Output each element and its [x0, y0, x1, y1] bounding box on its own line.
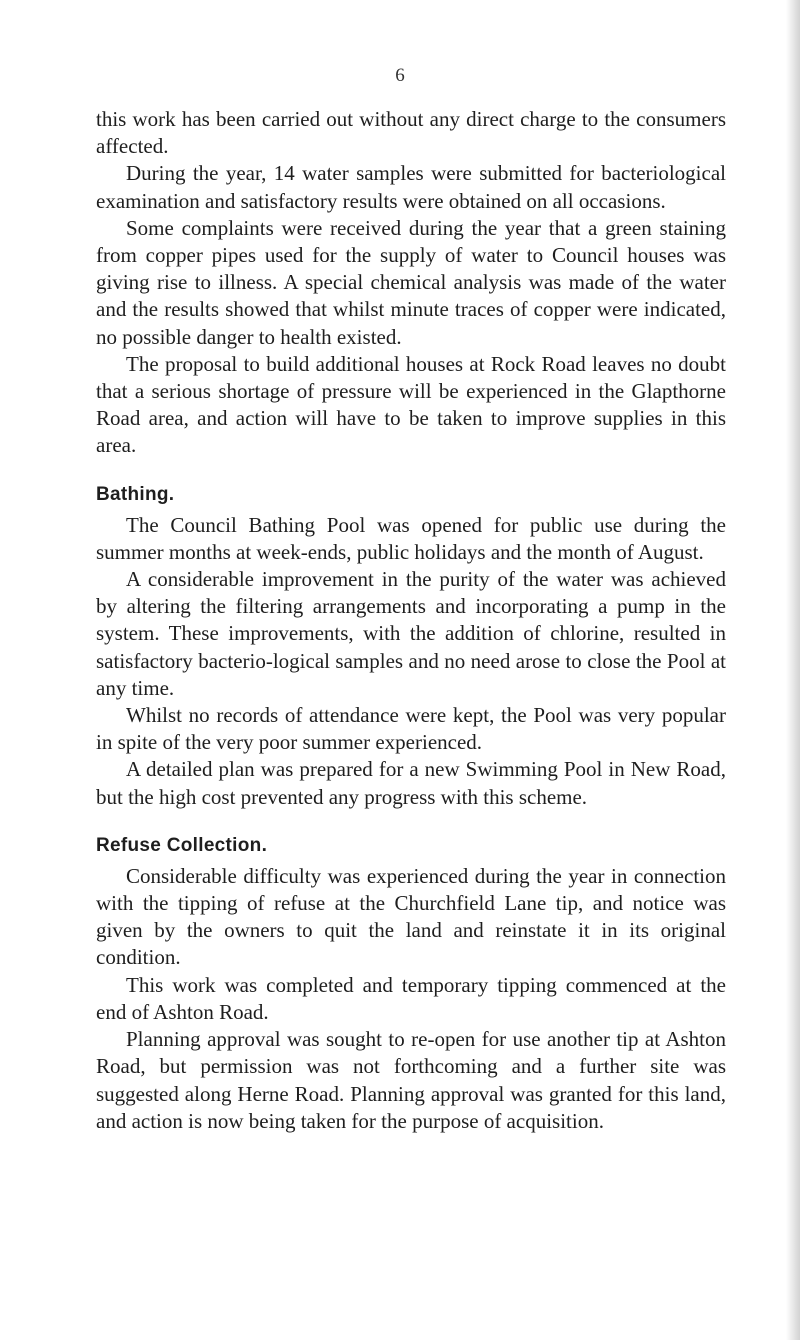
paragraph: The Council Bathing Pool was opened for public use during the summer months at week-ends, public holidays and the month of August. [96, 512, 726, 564]
paragraph: Planning approval was sought to re-open for use another tip at Ashton Road, but permission was not forthcoming and a further site was suggested along Herne Road. Planning approval was granted for this land, and action is now being taken for the purpose of acquisition. [96, 1027, 726, 1133]
bathing-section [96, 481, 726, 811]
section-heading-refuse-collection: Refuse Collection. [96, 834, 268, 856]
paragraph: The proposal to build additional houses at Rock Road leaves no doubt that a serious shortage of pressure will be experienced in the Glapthorne Road area, and action will have to be taken to improve supplies in this area. [96, 351, 726, 458]
page-edge-shadow [786, 0, 800, 1340]
paragraph: Whilst no records of attendance were kept, the Pool was very popular in spite of the very poor summer experienced. [96, 703, 726, 755]
paragraph: A considerable improvement in the purity of the water was achieved by altering the filtering arrangements and incorporating a pump in the system. These improvements, with the addition of chlorine, resulted in satisfactory bacterio-logical samples and no need arose to close the Pool at any time. [96, 567, 726, 700]
paragraph: Some complaints were received during the year that a green staining from copper pipes used for the supply of water to Council houses was giving rise to illness. A special chemical analysis was made of the water and the results showed that whilst minute traces of copper were indicated, no possible danger to health existed. [96, 215, 726, 349]
paragraph: During the year, 14 water samples were submitted for bacteriological examination and satisfactory results were obtained on all occasions. [96, 161, 726, 213]
page-number: 6 [395, 65, 405, 86]
document-body [96, 106, 726, 1135]
section-heading-bathing: Bathing. [96, 483, 175, 505]
refuse-collection-section [96, 832, 726, 1135]
paragraph: This work was completed and temporary tipping commenced at the end of Ashton Road. [96, 972, 726, 1024]
paragraph: Considerable difficulty was experienced during the year in connection with the tipping of refuse at the Churchfield Lane tip, and notice was given by the owners to quit the land and reinstate it in its original condition. [96, 863, 726, 970]
paragraph: this work has been carried out without any direct charge to the consumers affected. [96, 107, 726, 159]
water-supply-section [96, 106, 726, 460]
paragraph: A detailed plan was prepared for a new Swimming Pool in New Road, but the high cost prevented any progress with this scheme. [96, 757, 726, 809]
